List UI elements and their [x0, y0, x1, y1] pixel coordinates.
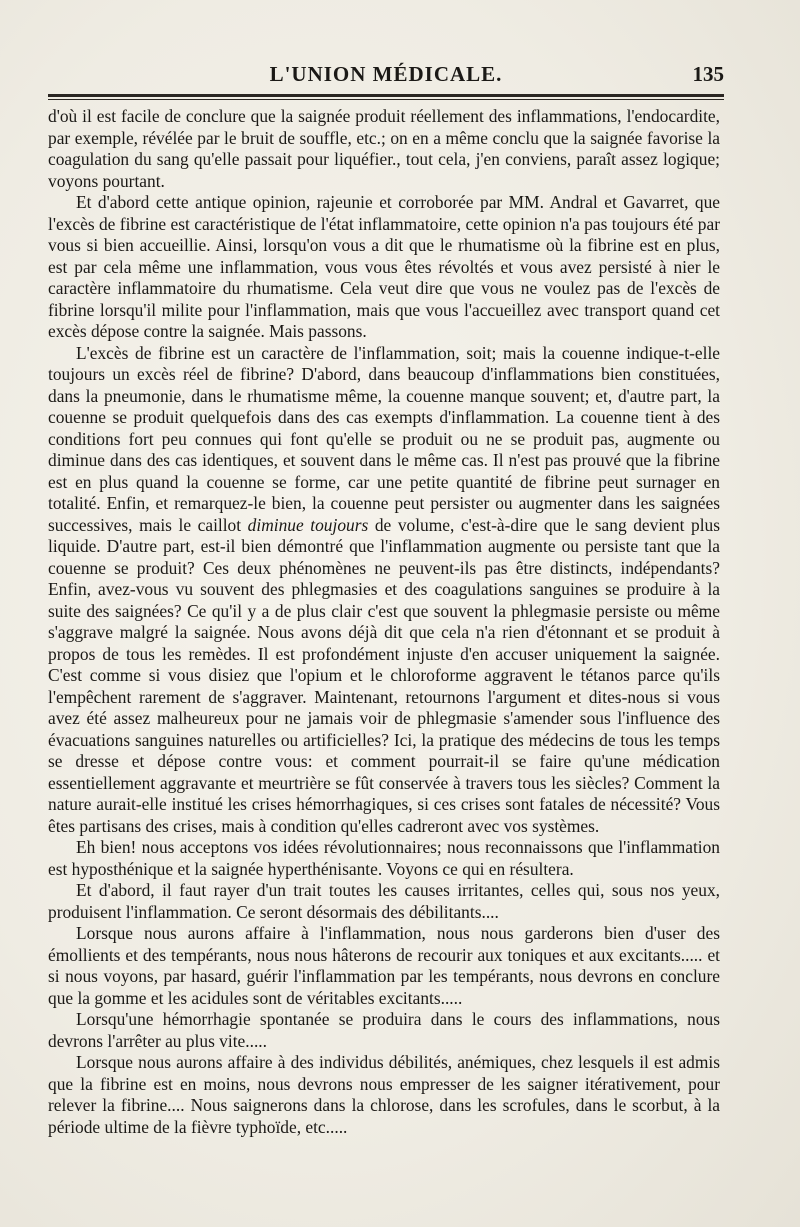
- paragraph-5: Et d'abord, il faut rayer d'un trait toutes les causes irritantes, celles qui, sous nos yeux, produisent l'inflammation. Ce seront désormais des débilitants....: [48, 880, 720, 922]
- page-number: 135: [692, 62, 724, 86]
- paragraph-3-text-a: L'excès de fibrine est un caractère de l'inflammation, soit; mais la couenne indique-t-elle toujours un excès réel de fibrine? D'abord, dans beaucoup d'inflammations bien constituées, dans la pneumonie, dans le rhumatisme même, la couenne manque souvent; et, d'autre part, la couenne se produit quelquefois dans des cas exempts d'inflammation. La couenne tient à des conditions fort peu connues qui font qu'elle se produit ou ne se produit pas, augmente ou diminue dans des cas identiques, et souvent dans le même cas. Il n'est pas prouvé que la fibrine est en plus quand la couenne se forme, car une petite quantité de fibrine peut surnager en totalité. Enfin, et remarquez-le bien, la couenne peut persister ou augmenter dans les saignées successives, mais le caillot: [48, 342, 720, 535]
- paragraph-7: Lorsqu'une hémorrhagie spontanée se produira dans le cours des inflammations, nous devrons l'arrêter au plus vite.....: [48, 1009, 720, 1051]
- paragraph-6: Lorsque nous aurons affaire à l'inflammation, nous nous garderons bien d'user des émollients et des tempérants, nous nous hâterons de recourir aux toniques et aux excitants..... et si nous voyons, par hasard, guérir l'inflammation par les tempérants, nous devrons en conclure que la gomme et les acidules sont de véritables excitants.....: [48, 923, 720, 1008]
- journal-title: L'UNION MÉDICALE.: [269, 62, 503, 86]
- emphasis-diminue-toujours: diminue toujours: [247, 514, 369, 535]
- paragraph-3-text-b: de volume, c'est-à-dire que le sang devient plus liquide. D'autre part, est-il bien démontré que l'inflammation augmente ou persiste tant que la couenne se produit? Ces deux phénomènes ne peuvent-ils pas être distincts, indépendants? Enfin, avez-vous vu souvent des phlegmasies et des coagulations sanguines se produire à la suite des saignées? Ce qu'il y a de plus clair c'est que souvent la phlegmasie persiste ou même s'aggrave malgré la saignée. Nous avons déjà dit que cela n'a rien d'étonnant et se produit à propos de tous les remèdes. Il est profondément injuste d'en accuser uniquement la saignée. C'est comme si vous disiez que l'opium et le chloroforme aggravent le tétanos parce qu'ils l'empêchent rarement de s'aggraver. Maintenant, retournons l'argument et dites-nous si vous avez été assez malheureux pour ne jamais voir de phlegmasie s'amender sous l'influence des évacuations sanguines naturelles ou artificielles? Ici, la pratique des médecins de tous les temps se dresse et dépose contre vous: et comment pourrait-il se faire qu'une médication essentiellement aggravante et meurtrière se fût conservée à travers tous les siècles? Comment la nature aurait-elle institué les crises hémorrhagiques, si ces crises sont fatales de nécessité? Vous êtes partisans des crises, mais à condition qu'elles cadreront avec vos systèmes.: [48, 514, 720, 836]
- page-header: [48, 58, 724, 92]
- header-rule-thin: [48, 99, 724, 100]
- paragraph-1: d'où il est facile de conclure que la saignée produit réellement des inflammations, l'endocardite, par exemple, révélée par le bruit de souffle, etc.; on en a même conclu que la saignée favorise la coagulation du sang qu'elle passait pour liquéfier., tout cela, j'en conviens, paraît assez logique; voyons pourtant.: [48, 106, 720, 191]
- article-body: [48, 106, 720, 1138]
- header-rule: [48, 94, 724, 97]
- paragraph-8: Lorsque nous aurons affaire à des individus débilités, anémiques, chez lesquels il est admis que la fibrine est en moins, nous devrons nous empresser de les saigner itérativement, pour relever la fibrine.... Nous saignerons dans la chlorose, dans les scrofules, dans le scorbut, à la période ultime de la fièvre typhoïde, etc.....: [48, 1052, 720, 1137]
- paragraph-4: Eh bien! nous acceptons vos idées révolutionnaires; nous reconnaissons que l'inflammation est hyposthénique et la saignée hyperthénisante. Voyons ce qui en résultera.: [48, 837, 720, 879]
- paragraph-3: [48, 343, 720, 838]
- paragraph-2: Et d'abord cette antique opinion, rajeunie et corroborée par MM. Andral et Gavarret, que l'excès de fibrine est caractéristique de l'état inflammatoire, cette opinion n'a pas toujours été par vous si bien accueillie. Ainsi, lorsqu'on vous a dit que le rhumatisme où la fibrine est en plus, est par cela même une inflammation, vous vous êtes révoltés et vous avez persisté à nier le caractère inflammatoire du rhumatisme. Cela veut dire que vous ne voulez pas de l'excès de fibrine lorsqu'il milite pour l'inflammation, mais que vous l'accueillez avec transport quand cet excès dépose contre la saignée. Mais passons.: [48, 192, 720, 341]
